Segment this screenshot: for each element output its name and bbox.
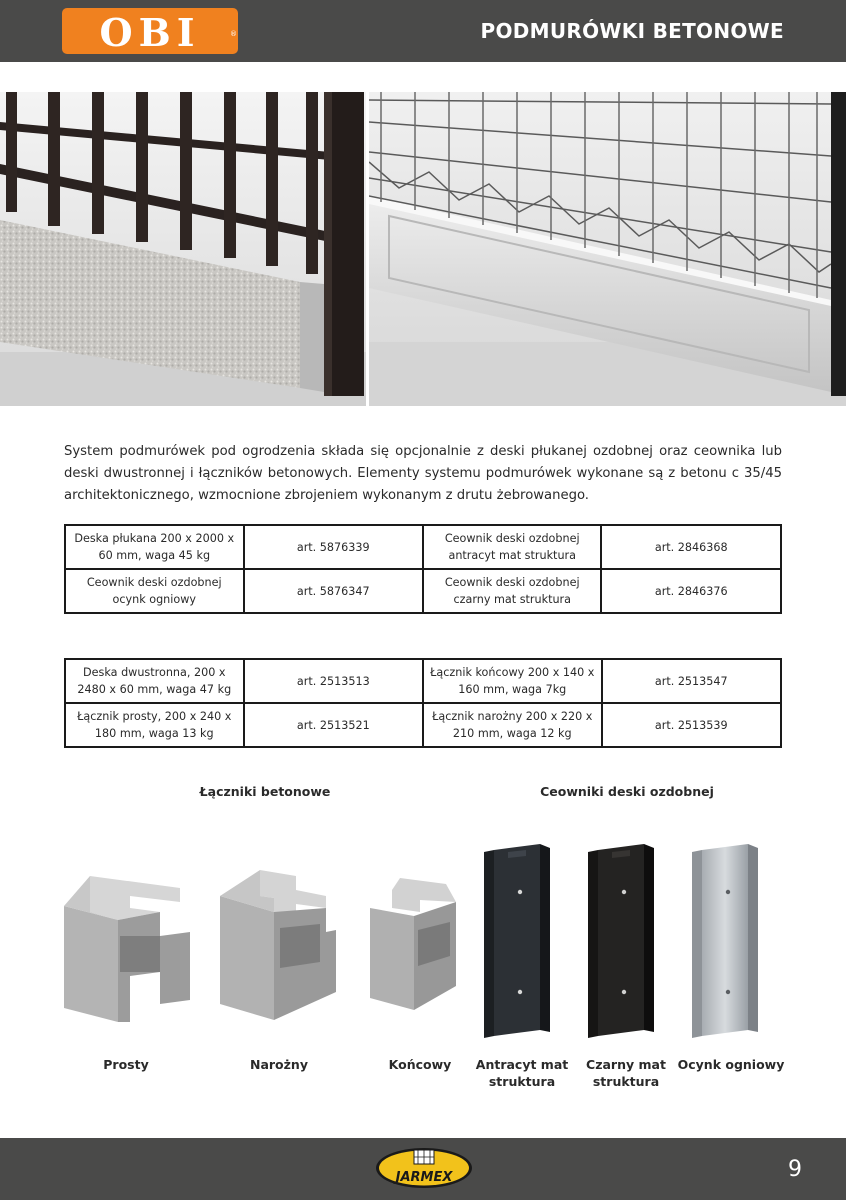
table-row — [65, 703, 781, 747]
mesh-fence-photo — [369, 92, 846, 406]
label-czarny: Czarny mat struktura — [586, 1057, 666, 1089]
product-description: Deska płukana 200 x 2000 x 60 mm, waga 45 kg — [65, 525, 244, 569]
product-table-2 — [64, 658, 782, 748]
connector-narozny-image — [216, 868, 340, 1024]
channel-antracyt-image — [480, 842, 554, 1044]
label-narozny: Narożny — [250, 1057, 308, 1072]
label-koncowy: Końcowy — [388, 1057, 452, 1072]
table-row — [65, 569, 781, 613]
label-prosty: Prosty — [103, 1057, 149, 1072]
page-header — [0, 0, 846, 62]
channels-heading: Ceowniki deski ozdobnej — [540, 784, 714, 799]
obi-logo-text: OBI — [99, 10, 201, 55]
article-number: art. 2846376 — [601, 569, 781, 613]
product-description: Łącznik końcowy 200 x 140 x 160 mm, waga 7kg — [423, 659, 601, 703]
jarmex-logo — [374, 1146, 474, 1190]
table-row — [65, 525, 781, 569]
table-row — [65, 659, 781, 703]
bar-fence-illustration — [0, 92, 366, 406]
mesh-fence-illustration — [369, 92, 846, 406]
label-antracyt: Antracyt mat struktura — [475, 1057, 569, 1089]
product-description: Ceownik deski ozdobnej czarny mat struktura — [423, 569, 602, 613]
product-table-1 — [64, 524, 782, 614]
jarmex-logo-text: JARMEX — [395, 1170, 453, 1185]
connector-prosty-image — [60, 872, 195, 1027]
product-description: Łącznik narożny 200 x 220 x 210 mm, waga 12 kg — [423, 703, 601, 747]
connectors-heading: Łączniki betonowe — [199, 784, 331, 799]
article-number: art. 2846368 — [601, 525, 781, 569]
product-description: Ceownik deski ozdobnej ocynk ogniowy — [65, 569, 244, 613]
connector-koncowy-image — [368, 876, 460, 1014]
product-description: Ceownik deski ozdobnej antracyt mat struktura — [423, 525, 602, 569]
obi-logo — [62, 8, 238, 54]
article-number: art. 2513521 — [244, 703, 423, 747]
page-number: 9 — [788, 1157, 802, 1182]
product-description: Łącznik prosty, 200 x 240 x 180 mm, waga 13 kg — [65, 703, 244, 747]
bar-fence-photo — [0, 92, 366, 406]
page-title: PODMURÓWKI BETONOWE — [480, 19, 784, 43]
article-number: art. 2513547 — [602, 659, 782, 703]
label-ocynk: Ocynk ogniowy — [677, 1057, 785, 1072]
article-number: art. 5876339 — [244, 525, 423, 569]
trademark-symbol: ® — [230, 30, 237, 38]
channel-czarny-image — [584, 842, 658, 1044]
article-number: art. 2513539 — [602, 703, 782, 747]
article-number: art. 5876347 — [244, 569, 423, 613]
article-number: art. 2513513 — [244, 659, 423, 703]
intro-paragraph: System podmurówek pod ogrodzenia składa się opcjonalnie z deski płukanej ozdobnej oraz ceownika lub deski dwustronnej i łączników betonowych. Elementy systemu podmurówek wykonane są z betonu c 35/45 architektonicznego, wzmocnione zbrojeniem wykonanym z drutu żebrowanego. — [64, 444, 782, 503]
channel-ocynk-image — [688, 842, 762, 1044]
product-description: Deska dwustronna, 200 x 2480 x 60 mm, waga 47 kg — [65, 659, 244, 703]
